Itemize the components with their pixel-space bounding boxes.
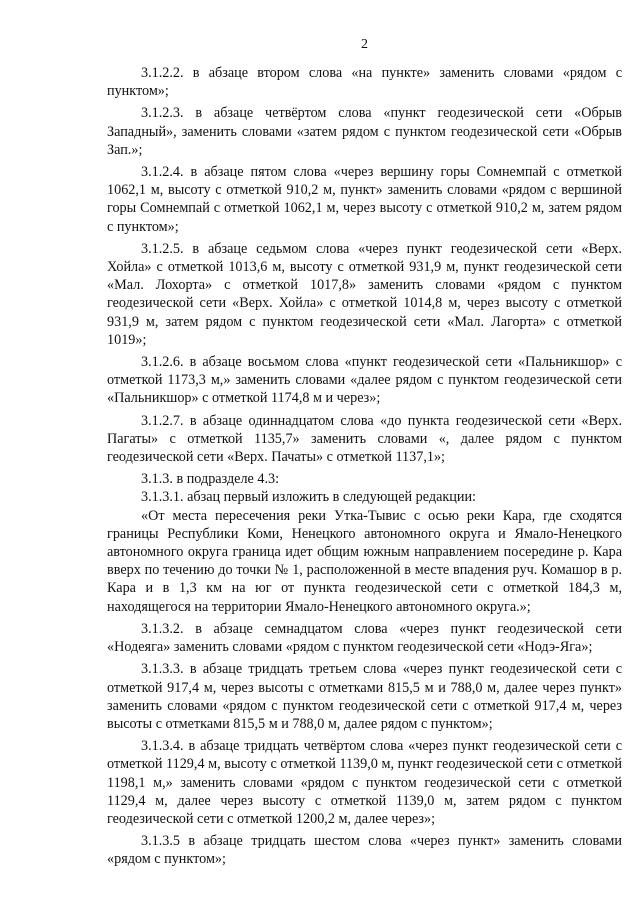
paragraph-3-1-2-7: 3.1.2.7. в абзаце одиннадцатом слова «до пункта геодезической сети «Верх. Пагаты» с отметкой 1135,7» заменить словами «, далее рядом с пунктом геодезической сети «Верх. Пачаты» с отметкой 1137,1»; bbox=[107, 412, 622, 466]
paragraph-3-1-3-5: 3.1.3.5 в абзаце тридцать шестом слова «через пункт» заменить словами «рядом с пунктом»; bbox=[107, 833, 622, 868]
paragraph-quoted-boundary-text: «От места пересечения реки Утка-Тывис с осью реки Кара, где сходятся границы Республики Коми, Ненецкого автономного округа и Ямало-Ненецкого автономного округа граница идет общим южным направлением посередине р. Кара вверх по течению до точки № 1, расположенной в месте впадения руч. Комашор в р. Кара и в 1,3 км на юг от пункта геодезической сети с отметкой 184,3 м, находящегося на территории Ямало-Ненецкого автономного округа.»; bbox=[107, 507, 622, 615]
paragraph-3-1-2-5: 3.1.2.5. в абзаце седьмом слова «через пункт геодезической сети «Верх. Хойла» с отметкой 1013,6 м, высоту с отметкой 931,9 м, пункт геодезической сети «Мал. Лохорта» с отметкой 1017,8» заменить словами «рядом с пунктом геодезической сети «Верх. Хойла» с отметкой 1014,8 м, через высоту с отметкой 931,9 м, затем рядом с пунктом геодезической сети «Мал. Лагорта» с отметкой 1019»; bbox=[107, 240, 622, 348]
paragraph-3-1-2-3: 3.1.2.3. в абзаце четвёртом слова «пункт геодезической сети «Обрыв Западный», заменить словами «затем рядом с пунктом геодезической сети «Обрыв Зап.»; bbox=[107, 105, 622, 158]
paragraph-3-1-3-2: 3.1.3.2. в абзаце семнадцатом слова «через пункт геодезической сети «Нодеяга» заменить словами «рядом с пунктом геодезической сети «Нодэ-Яга»; bbox=[107, 620, 622, 656]
paragraph-3-1-3: 3.1.3. в подразделе 4.3: bbox=[141, 471, 280, 488]
paragraph-3-1-3-4: 3.1.3.4. в абзаце тридцать четвёртом слова «через пункт геодезической сети с отметкой 1129,4 м, высоту с отметкой 1139,0 м, пункт геодезической сети с отметкой 1198,1 м,» заменить словами «рядом с пунктом геодезической сети с отметкой 1129,4 м, далее через высоту с отметкой 1139,0 м, затем рядом с пунктом геодезической сети с отметкой 1200,2 м, далее через»; bbox=[107, 738, 622, 827]
paragraph-3-1-2-6: 3.1.2.6. в абзаце восьмом слова «пункт геодезической сети «Пальникшор» с отметкой 1173,3 м,» заменить словами «далее рядом с пунктом геодезической сети «Пальникшор» с отметкой 1174,8 м и через»; bbox=[107, 354, 622, 407]
document-page bbox=[107, 0, 622, 905]
paragraph-3-1-3-1: 3.1.3.1. абзац первый изложить в следующей редакции: bbox=[141, 489, 476, 506]
document-body bbox=[107, 64, 622, 873]
paragraph-3-1-2-4: 3.1.2.4. в абзаце пятом слова «через вершину горы Сомнемпай с отметкой 1062,1 м, высоту с отметкой 910,2 м, пункт» заменить словами «рядом с вершиной горы Сомнемпай с отметкой 1062,1 м, через высоту с отметкой 910,2 м, затем рядом с пунктом»; bbox=[107, 164, 622, 235]
paragraph-3-1-3-3: 3.1.3.3. в абзаце тридцать третьем слова «через пункт геодезической сети с отметкой 917,4 м, через высоты с отметками 815,5 м и 788,0 м, далее через пункт» заменить словами «рядом с пунктом геодезической сети с отметкой 917,4 м, через высоты с отметками 815,5 м и 788,0 м, далее рядом с пунктом»; bbox=[107, 661, 622, 732]
paragraph-3-1-2-2: 3.1.2.2. в абзаце втором слова «на пункте» заменить словами «рядом с пунктом»; bbox=[107, 65, 622, 100]
page-number: 2 bbox=[361, 37, 368, 52]
